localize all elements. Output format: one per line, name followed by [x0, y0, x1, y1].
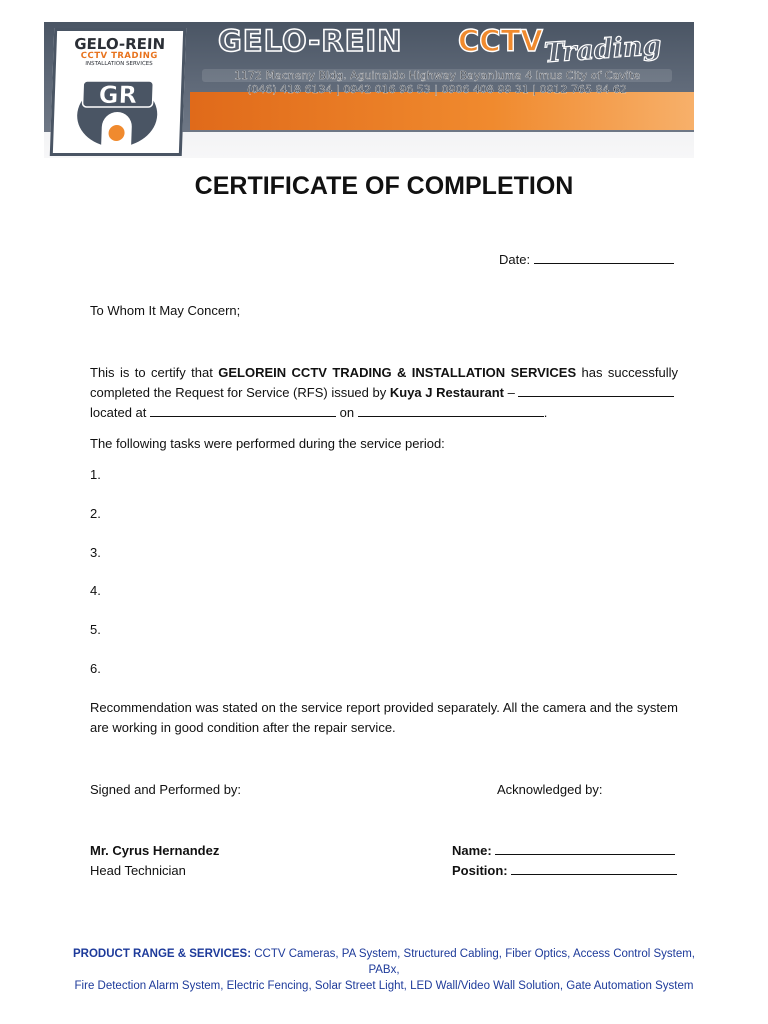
document-title: CERTIFICATE OF COMPLETION: [194, 172, 574, 200]
date-row: [499, 250, 674, 270]
task-item: 6.: [90, 661, 101, 676]
letterhead-contact-strip: [190, 92, 694, 130]
client-name: Kuya J Restaurant: [389, 385, 505, 400]
gr-logo-icon: [67, 69, 168, 149]
located-label: located at: [90, 405, 147, 420]
ack-position-label: Position:: [452, 863, 508, 878]
task-item: 4.: [90, 583, 101, 598]
company-logo: [50, 28, 186, 156]
services-footer: [60, 946, 708, 994]
task-item: 3.: [90, 545, 101, 560]
ack-name-label: Name:: [452, 843, 492, 858]
acknowledged-by-label: Acknowledged by:: [497, 782, 603, 797]
signer-title: Head Technician: [90, 863, 186, 878]
brand-cctv: CCTV: [458, 24, 543, 58]
date-label: Date:: [499, 252, 531, 267]
signed-by-label: Signed and Performed by:: [90, 782, 242, 797]
on-label: on: [339, 405, 355, 420]
ack-position-row: [452, 861, 677, 881]
footer-services-1: CCTV Cameras, PA System, Structured Cabling, Fiber Optics, Access Control System, PABx,: [251, 948, 696, 976]
footer-services-2: Fire Detection Alarm System, Electric Fencing, Solar Street Light, LED Wall/Video Wall Solution, Gate Automation System: [74, 980, 694, 992]
company-name: GELOREIN CCTV TRADING & INSTALLATION SERVICES: [218, 365, 577, 380]
task-item: 1.: [90, 467, 101, 482]
ack-name-row: [452, 841, 675, 861]
certify-text-1: This is to certify that: [90, 365, 219, 380]
ack-position-blank-line: [511, 861, 677, 875]
task-item: 2.: [90, 506, 101, 521]
location-blank-line: [150, 403, 336, 417]
task-item: 5.: [90, 622, 101, 637]
client-blank-line: [518, 383, 674, 397]
tasks-intro: The following tasks were performed during the service period:: [90, 436, 445, 451]
service-date-blank-line: [358, 403, 544, 417]
certify-text-2: has successfully completed the Request for Service (RFS) issued by: [90, 365, 678, 400]
date-blank-line: [534, 250, 674, 264]
logo-name: GELO-REIN: [73, 35, 166, 53]
logo-subtagline: INSTALLATION SERVICES: [85, 61, 153, 67]
location-row: [90, 403, 547, 423]
salutation: To Whom It May Concern;: [90, 303, 241, 318]
recommendation-paragraph: Recommendation was stated on the service report provided separately. All the camera and the system are working in good condition after the repair service.: [90, 700, 678, 735]
brand-trading: Trading: [543, 29, 663, 70]
ack-name-blank-line: [495, 841, 675, 855]
sentence-period: .: [543, 405, 548, 420]
certify-dash: –: [504, 385, 515, 400]
footer-label: PRODUCT RANGE & SERVICES:: [72, 948, 252, 960]
footer-line-1: [60, 946, 708, 978]
company-address: 1172 Macneny Bldg. Aguinaldo Highway Bayanluma 4 Imus City of Cavite: [202, 69, 672, 82]
brand-name: GELO-REIN: [218, 24, 403, 58]
certification-paragraph: [90, 363, 678, 403]
signer-name: Mr. Cyrus Hernandez: [90, 843, 220, 858]
svg-text:GR: GR: [98, 81, 138, 109]
company-phones: (046) 418 6134 | 0942 016 96 53 | 0906 408 99 31 | 0912 765 84 62: [246, 83, 628, 96]
logo-tagline: CCTV TRADING: [80, 51, 158, 61]
